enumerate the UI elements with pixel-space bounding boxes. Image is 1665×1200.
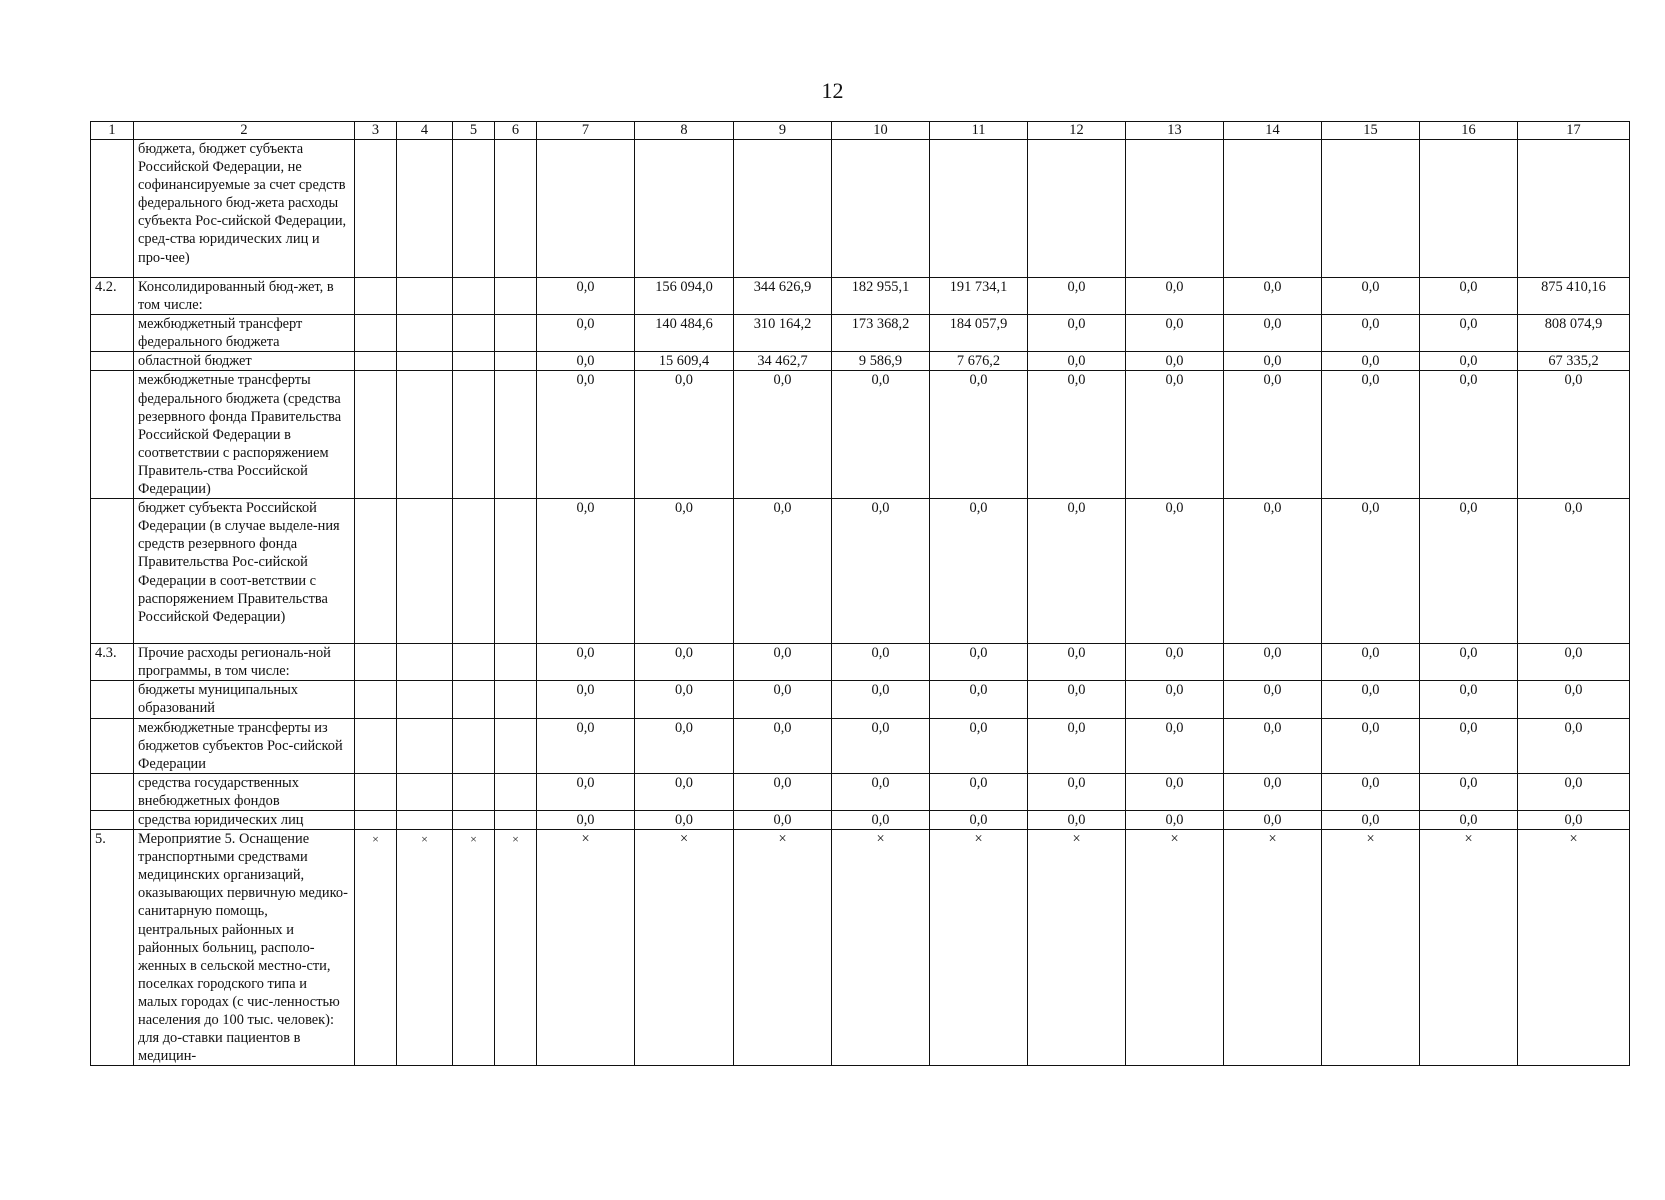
value-cell: 0,0 bbox=[1420, 718, 1518, 773]
table-cell bbox=[355, 352, 397, 371]
table-row bbox=[91, 278, 1630, 315]
table-row bbox=[91, 718, 1630, 773]
column-header: 15 bbox=[1322, 122, 1420, 140]
table-row bbox=[91, 644, 1630, 681]
table-cell bbox=[453, 371, 495, 499]
value-cell: 0,0 bbox=[930, 681, 1028, 718]
value-cell: 0,0 bbox=[537, 315, 635, 352]
value-cell: 0,0 bbox=[1322, 371, 1420, 499]
value-cell: 0,0 bbox=[832, 644, 930, 681]
value-cell: 0,0 bbox=[1518, 773, 1630, 810]
value-cell: 344 626,9 bbox=[734, 278, 832, 315]
value-cell: 0,0 bbox=[1028, 681, 1126, 718]
header-row bbox=[91, 122, 1630, 140]
table-row bbox=[91, 810, 1630, 829]
value-cell: × bbox=[1518, 830, 1630, 1066]
table-cell bbox=[495, 140, 537, 278]
table-cell bbox=[397, 773, 453, 810]
value-cell: 0,0 bbox=[1028, 315, 1126, 352]
value-cell: 0,0 bbox=[734, 644, 832, 681]
table-cell bbox=[495, 681, 537, 718]
column-header: 12 bbox=[1028, 122, 1126, 140]
value-cell: 0,0 bbox=[1028, 718, 1126, 773]
row-index bbox=[91, 681, 134, 718]
value-cell: 0,0 bbox=[537, 499, 635, 644]
value-cell: 0,0 bbox=[537, 371, 635, 499]
value-cell: × bbox=[537, 830, 635, 1066]
table-cell bbox=[355, 773, 397, 810]
value-cell bbox=[832, 140, 930, 278]
table-cell bbox=[397, 140, 453, 278]
value-cell: × bbox=[734, 830, 832, 1066]
value-cell: 0,0 bbox=[1518, 371, 1630, 499]
value-cell: 0,0 bbox=[1518, 718, 1630, 773]
value-cell: 0,0 bbox=[537, 718, 635, 773]
value-cell: 0,0 bbox=[635, 773, 734, 810]
value-cell: 0,0 bbox=[734, 499, 832, 644]
value-cell: 0,0 bbox=[930, 499, 1028, 644]
value-cell: 0,0 bbox=[1420, 644, 1518, 681]
value-cell: 0,0 bbox=[1126, 315, 1224, 352]
table-row bbox=[91, 140, 1630, 278]
value-cell: 0,0 bbox=[1028, 499, 1126, 644]
table-cell bbox=[453, 810, 495, 829]
value-cell: 34 462,7 bbox=[734, 352, 832, 371]
value-cell: 0,0 bbox=[1224, 810, 1322, 829]
value-cell: 0,0 bbox=[1322, 278, 1420, 315]
value-cell: 0,0 bbox=[1028, 644, 1126, 681]
value-cell bbox=[1224, 140, 1322, 278]
value-cell: 0,0 bbox=[1224, 718, 1322, 773]
table-cell bbox=[355, 140, 397, 278]
table-cell bbox=[453, 681, 495, 718]
column-header: 10 bbox=[832, 122, 930, 140]
value-cell: 0,0 bbox=[537, 773, 635, 810]
table-cell bbox=[453, 773, 495, 810]
value-cell: 0,0 bbox=[1322, 644, 1420, 681]
value-cell: × bbox=[1224, 830, 1322, 1066]
value-cell: 9 586,9 bbox=[832, 352, 930, 371]
value-cell: 0,0 bbox=[832, 810, 930, 829]
table-row bbox=[91, 681, 1630, 718]
value-cell: 0,0 bbox=[1322, 315, 1420, 352]
table-row bbox=[91, 352, 1630, 371]
value-cell: 0,0 bbox=[930, 773, 1028, 810]
value-cell: 0,0 bbox=[1518, 644, 1630, 681]
table-cell bbox=[397, 315, 453, 352]
value-cell: 0,0 bbox=[1028, 352, 1126, 371]
value-cell bbox=[734, 140, 832, 278]
column-header: 6 bbox=[495, 122, 537, 140]
value-cell: 0,0 bbox=[1126, 810, 1224, 829]
table-cell bbox=[397, 718, 453, 773]
column-header: 8 bbox=[635, 122, 734, 140]
value-cell: 0,0 bbox=[1126, 499, 1224, 644]
value-cell: 173 368,2 bbox=[832, 315, 930, 352]
table-cell bbox=[453, 278, 495, 315]
table-cell bbox=[397, 499, 453, 644]
value-cell: × bbox=[930, 830, 1028, 1066]
value-cell: 0,0 bbox=[1518, 810, 1630, 829]
value-cell: 0,0 bbox=[1224, 315, 1322, 352]
row-label: межбюджетные трансферты федерального бюджета (средства резервного фонда Правительства Российской Федерации в соответствии с распоряжением Правитель-ства Российской Федерации) bbox=[134, 371, 355, 499]
value-cell: 0,0 bbox=[1322, 773, 1420, 810]
column-header: 14 bbox=[1224, 122, 1322, 140]
table-cell bbox=[453, 352, 495, 371]
value-cell: 0,0 bbox=[734, 371, 832, 499]
row-index bbox=[91, 499, 134, 644]
table-cell bbox=[397, 352, 453, 371]
table-cell bbox=[495, 644, 537, 681]
value-cell bbox=[1518, 140, 1630, 278]
row-index bbox=[91, 352, 134, 371]
value-cell: 0,0 bbox=[1126, 718, 1224, 773]
table-cell: × bbox=[355, 830, 397, 1066]
page-number: 12 bbox=[821, 78, 844, 103]
value-cell: 0,0 bbox=[635, 499, 734, 644]
table-cell bbox=[397, 278, 453, 315]
value-cell bbox=[537, 140, 635, 278]
value-cell: 0,0 bbox=[1126, 278, 1224, 315]
table-cell bbox=[355, 681, 397, 718]
value-cell: 0,0 bbox=[1126, 773, 1224, 810]
row-index: 5. bbox=[91, 830, 134, 1066]
value-cell: × bbox=[1028, 830, 1126, 1066]
table-cell bbox=[355, 644, 397, 681]
value-cell: 0,0 bbox=[1224, 371, 1322, 499]
table-row bbox=[91, 371, 1630, 499]
value-cell: 0,0 bbox=[1322, 810, 1420, 829]
row-index bbox=[91, 718, 134, 773]
value-cell: 310 164,2 bbox=[734, 315, 832, 352]
table-cell: × bbox=[495, 830, 537, 1066]
value-cell: 0,0 bbox=[1224, 644, 1322, 681]
table-cell bbox=[495, 278, 537, 315]
value-cell: 0,0 bbox=[832, 773, 930, 810]
table-cell bbox=[453, 644, 495, 681]
column-header: 1 bbox=[91, 122, 134, 140]
value-cell: 0,0 bbox=[1420, 810, 1518, 829]
row-label: средства государственных внебюджетных фондов bbox=[134, 773, 355, 810]
value-cell: 0,0 bbox=[1420, 681, 1518, 718]
table-row bbox=[91, 773, 1630, 810]
table-cell bbox=[355, 278, 397, 315]
value-cell: 0,0 bbox=[1420, 278, 1518, 315]
column-header: 17 bbox=[1518, 122, 1630, 140]
table-row bbox=[91, 499, 1630, 644]
table-cell bbox=[397, 810, 453, 829]
table-cell: × bbox=[453, 830, 495, 1066]
row-label: межбюджетный трансферт федерального бюджета bbox=[134, 315, 355, 352]
value-cell: 0,0 bbox=[1322, 681, 1420, 718]
value-cell: 0,0 bbox=[1028, 278, 1126, 315]
value-cell: 0,0 bbox=[537, 681, 635, 718]
value-cell: 184 057,9 bbox=[930, 315, 1028, 352]
table-cell bbox=[453, 140, 495, 278]
value-cell: 0,0 bbox=[635, 644, 734, 681]
value-cell: 0,0 bbox=[1126, 681, 1224, 718]
row-label: Мероприятие 5. Оснащение транспортными средствами медицинских организаций, оказывающих первичную медико-санитарную помощь, центральных районных и районных больниц, располо-женных в сельской местно-сти, поселках городского типа и малых городах (с чис-ленностью населения до 100 тыс. человек): для до-ставки пациентов в медицин- bbox=[134, 830, 355, 1066]
table-cell bbox=[355, 718, 397, 773]
value-cell: 67 335,2 bbox=[1518, 352, 1630, 371]
value-cell: × bbox=[635, 830, 734, 1066]
column-header: 5 bbox=[453, 122, 495, 140]
row-label: межбюджетные трансферты из бюджетов субъектов Рос-сийской Федерации bbox=[134, 718, 355, 773]
value-cell: 808 074,9 bbox=[1518, 315, 1630, 352]
value-cell: 0,0 bbox=[1420, 352, 1518, 371]
table-cell bbox=[453, 718, 495, 773]
value-cell: 0,0 bbox=[1224, 773, 1322, 810]
value-cell: 0,0 bbox=[1224, 499, 1322, 644]
value-cell: × bbox=[1420, 830, 1518, 1066]
value-cell: 140 484,6 bbox=[635, 315, 734, 352]
row-index: 4.2. bbox=[91, 278, 134, 315]
table-cell bbox=[495, 499, 537, 644]
value-cell: 0,0 bbox=[832, 718, 930, 773]
table-cell bbox=[355, 371, 397, 499]
value-cell: 0,0 bbox=[1224, 681, 1322, 718]
value-cell: 0,0 bbox=[734, 810, 832, 829]
column-header: 4 bbox=[397, 122, 453, 140]
value-cell: 0,0 bbox=[930, 644, 1028, 681]
row-label: Прочие расходы региональ-ной программы, в том числе: bbox=[134, 644, 355, 681]
table-cell bbox=[397, 681, 453, 718]
value-cell: 0,0 bbox=[832, 371, 930, 499]
value-cell: 0,0 bbox=[537, 278, 635, 315]
value-cell: × bbox=[1322, 830, 1420, 1066]
value-cell: 0,0 bbox=[1028, 810, 1126, 829]
row-index bbox=[91, 371, 134, 499]
column-header: 11 bbox=[930, 122, 1028, 140]
table-cell bbox=[397, 644, 453, 681]
value-cell: 191 734,1 bbox=[930, 278, 1028, 315]
value-cell: 0,0 bbox=[832, 681, 930, 718]
row-index bbox=[91, 773, 134, 810]
value-cell: 0,0 bbox=[635, 718, 734, 773]
value-cell: × bbox=[832, 830, 930, 1066]
row-label: бюджеты муниципальных образований bbox=[134, 681, 355, 718]
column-header: 16 bbox=[1420, 122, 1518, 140]
value-cell: 15 609,4 bbox=[635, 352, 734, 371]
value-cell: 0,0 bbox=[1126, 644, 1224, 681]
table-row bbox=[91, 315, 1630, 352]
value-cell: 0,0 bbox=[1126, 371, 1224, 499]
row-index bbox=[91, 810, 134, 829]
value-cell: 0,0 bbox=[1126, 352, 1224, 371]
value-cell: 0,0 bbox=[635, 810, 734, 829]
row-label: средства юридических лиц bbox=[134, 810, 355, 829]
column-header: 2 bbox=[134, 122, 355, 140]
table-cell bbox=[355, 315, 397, 352]
value-cell: 0,0 bbox=[1518, 681, 1630, 718]
table-cell bbox=[453, 499, 495, 644]
table-cell bbox=[453, 315, 495, 352]
table-cell bbox=[495, 718, 537, 773]
value-cell: 0,0 bbox=[930, 718, 1028, 773]
row-label: бюджет субъекта Российской Федерации (в случае выделе-ния средств резервного фонда Правительства Рос-сийской Федерации в соот-ветствии с распоряжением Правительства Российской Федерации) bbox=[134, 499, 355, 644]
value-cell: 0,0 bbox=[930, 810, 1028, 829]
value-cell: 0,0 bbox=[734, 681, 832, 718]
row-index: 4.3. bbox=[91, 644, 134, 681]
value-cell: 182 955,1 bbox=[832, 278, 930, 315]
column-header: 3 bbox=[355, 122, 397, 140]
table-cell bbox=[495, 810, 537, 829]
value-cell: 0,0 bbox=[635, 681, 734, 718]
table-cell bbox=[397, 371, 453, 499]
value-cell: 0,0 bbox=[1028, 773, 1126, 810]
value-cell: 0,0 bbox=[1028, 371, 1126, 499]
value-cell bbox=[930, 140, 1028, 278]
row-label: областной бюджет bbox=[134, 352, 355, 371]
value-cell: × bbox=[1126, 830, 1224, 1066]
table-cell bbox=[495, 773, 537, 810]
row-index bbox=[91, 315, 134, 352]
value-cell: 0,0 bbox=[1322, 352, 1420, 371]
row-label: бюджета, бюджет субъекта Российской Федерации, не софинансируемые за счет средств федерального бюд-жета расходы субъекта Рос-сийской Федерации, сред-ства юридических лиц и про-чее) bbox=[134, 140, 355, 278]
value-cell bbox=[1126, 140, 1224, 278]
column-header: 9 bbox=[734, 122, 832, 140]
table-cell bbox=[495, 315, 537, 352]
budget-table bbox=[90, 121, 1630, 1066]
value-cell: 0,0 bbox=[1420, 315, 1518, 352]
value-cell: 0,0 bbox=[734, 773, 832, 810]
value-cell: 0,0 bbox=[832, 499, 930, 644]
value-cell: 0,0 bbox=[1420, 773, 1518, 810]
row-label: Консолидированный бюд-жет, в том числе: bbox=[134, 278, 355, 315]
value-cell: 0,0 bbox=[1224, 278, 1322, 315]
column-header: 7 bbox=[537, 122, 635, 140]
value-cell: 0,0 bbox=[1420, 371, 1518, 499]
value-cell: 0,0 bbox=[1420, 499, 1518, 644]
value-cell: 156 094,0 bbox=[635, 278, 734, 315]
value-cell: 0,0 bbox=[1322, 718, 1420, 773]
value-cell: 875 410,16 bbox=[1518, 278, 1630, 315]
table-cell bbox=[495, 371, 537, 499]
value-cell: 0,0 bbox=[734, 718, 832, 773]
value-cell: 0,0 bbox=[930, 371, 1028, 499]
value-cell: 7 676,2 bbox=[930, 352, 1028, 371]
value-cell bbox=[1420, 140, 1518, 278]
value-cell: 0,0 bbox=[537, 352, 635, 371]
value-cell: 0,0 bbox=[537, 810, 635, 829]
table-row bbox=[91, 830, 1630, 1066]
value-cell: 0,0 bbox=[1518, 499, 1630, 644]
value-cell bbox=[1322, 140, 1420, 278]
table-cell bbox=[495, 352, 537, 371]
value-cell: 0,0 bbox=[635, 371, 734, 499]
table-cell bbox=[355, 499, 397, 644]
value-cell bbox=[635, 140, 734, 278]
table-cell: × bbox=[397, 830, 453, 1066]
table-cell bbox=[355, 810, 397, 829]
column-header: 13 bbox=[1126, 122, 1224, 140]
value-cell bbox=[1028, 140, 1126, 278]
value-cell: 0,0 bbox=[1322, 499, 1420, 644]
row-index bbox=[91, 140, 134, 278]
value-cell: 0,0 bbox=[537, 644, 635, 681]
value-cell: 0,0 bbox=[1224, 352, 1322, 371]
